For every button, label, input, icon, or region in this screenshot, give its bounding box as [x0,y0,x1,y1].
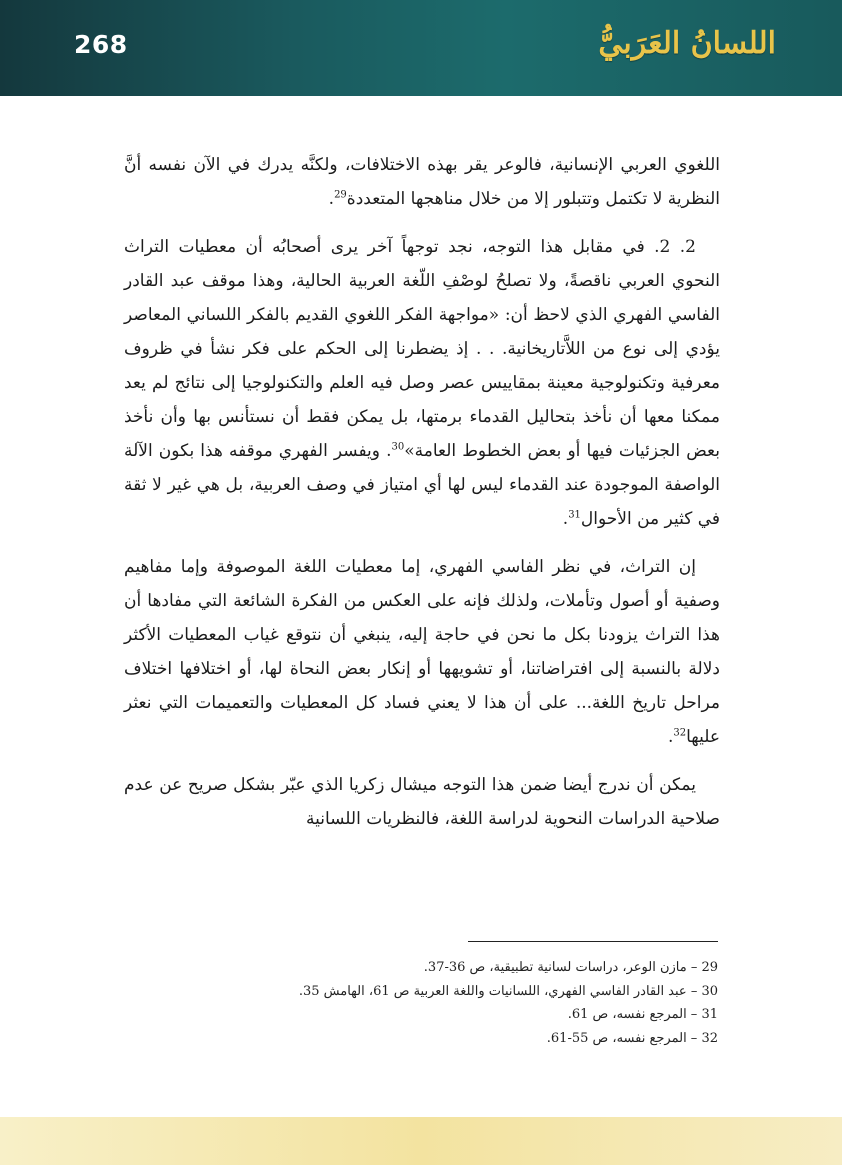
footnote-30: 30 – عبد القادر الفاسي الفهري، اللسانيات واللغة العربية ص 61، الهامش 35. [298,983,718,999]
paragraph-1 [124,148,720,216]
footnote-ref-30: 30 [391,441,405,453]
paragraph-2-text-cont: . ويفسر الفهري موقفه هذا بكون الآلة الواصفة الموجودة عند القدماء ليس لها أي امتياز في وصف العربية، بل هي غير لا ثقة في كثير من الأحوال [124,441,720,529]
paragraph-3-tail: . [667,727,674,747]
paragraph-4 [124,768,720,836]
paragraph-2-text: 2. 2. في مقابل هذا التوجه، نجد توجهاً آخر يرى أصحابُه أن معطيات التراث النحوي العربي ناقصةً، ولا تصلحُ لوصْفِ اللّغة العربية الحالية، وهذا موقف عبد القادر الفاسي الفهري الذي لاحظ أن: «مواجهة الفكر اللغوي القديم بالفكر اللساني المعاصر يؤدي إلى نوع من اللاَّتاريخانية. . . إذ يضطرنا إلى الحكم على فكر نشأ في ظروف معرفية وتكنولوجية معينة بمقاييس عصر وصل فيه العلم والتكنولوجيا إلى نتائج لم يعد ممكنا معها أن نأخذ بتحاليل القدماء برمتها، بل يمكن فقط أن نستأنس بها وأن نأخذ بعض الجزئيات فيها أو بعض الخطوط العامة» [124,237,720,461]
paragraph-4-text: يمكن أن ندرج أيضا ضمن هذا التوجه ميشال زكريا الذي عبّر بشكل صريح عن عدم صلاحية الدراسات النحوية لدراسة اللغة، فالنظريات اللسانية [124,775,720,829]
paragraph-1-tail: . [328,189,335,209]
footnote-ref-32: 32 [673,727,687,739]
footnote-29: 29 – مازن الوعر، دراسات لسانية تطبيقية، ص 36-37. [423,960,718,975]
page-footer-band [0,1117,842,1165]
footnote-32: 32 – المرجع نفسه، ص 55-61. [546,1030,718,1046]
paragraph-3 [124,550,720,754]
footnote-ref-31: 31 [568,509,581,521]
footnote-ref-29: 29 [334,189,347,201]
paragraph-1-text: اللغوي العربي الإنسانية، فالوعر يقر بهذه الاختلافات، ولكنَّه يدرك في الآن نفسه أنَّ النظرية لا تكتمل وتتبلور إلا من خلال مناهجها المتعددة [124,155,720,209]
paragraph-2-tail: . [562,509,569,529]
journal-logo: اللسانُ العَرَبيُّ [598,26,776,61]
footnote-31: 31 – المرجع نفسه، ص 61. [567,1007,718,1022]
footnote-separator [468,941,718,942]
page-header [0,0,842,96]
footnotes [124,956,718,1050]
article-body [124,148,720,850]
page-number: 268 [74,30,128,59]
paragraph-2 [124,230,720,536]
paragraph-3-text: إن التراث، في نظر الفاسي الفهري، إما معطيات اللغة الموصوفة وإما مفاهيم وصفية أو أصول وتأملات، ولذلك فإنه على العكس من الفكرة الشائعة التي مفادها أن هذا التراث يزودنا بكل ما نحن في حاجة إليه، ينبغي أن نتوقع غياب المعطيات الأكثر دلالة بالنسبة إلى افتراضاتنا، أو تشويهها أو إنكار بعض النحاة لها، أو اختلافها اختلاف مراحل تاريخ اللغة... على أن هذا لا يعني فساد كل المعطيات والتعميمات التي نعثر عليها [124,557,720,747]
